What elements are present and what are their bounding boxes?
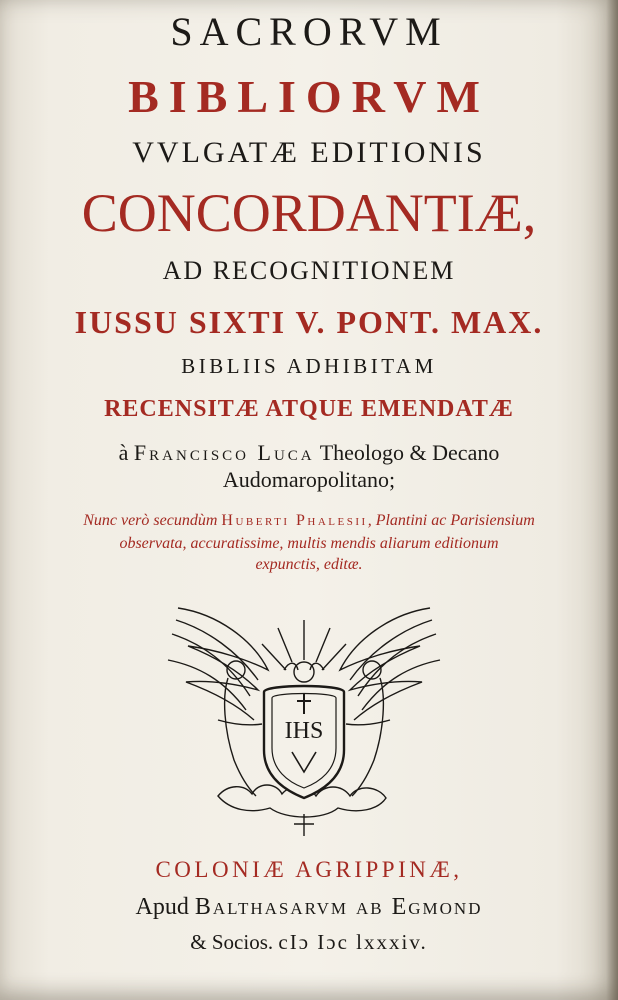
printers-device-emblem	[158, 600, 450, 838]
note-prefix: Nunc verò secundùm	[83, 512, 222, 529]
author-line-2: Audomaropolitano;	[222, 467, 396, 492]
imprint-city: COLONIÆ AGRIPPINÆ,	[155, 857, 463, 882]
note-line-2: observata, accuratissime, multis mendis aliarum editionum	[119, 535, 499, 552]
author-prefix: à	[118, 440, 134, 465]
title-line-ad-recognitionem: AD RECOGNITIONEM	[162, 256, 456, 285]
note-line-1	[0, 513, 618, 529]
title-line-bibliorum: BIBLIORVM	[128, 71, 490, 122]
note-suffix: , Plantini ac Parisiensium	[367, 512, 535, 529]
imprint-printer-line	[0, 895, 618, 919]
title-line-vulgatae: VVLGATÆ EDITIONIS	[132, 136, 486, 169]
imprint-apud: Apud	[135, 894, 195, 920]
author-line	[0, 442, 618, 464]
imprint-socios: & Socios.	[190, 930, 279, 954]
author-title: Theologo & Decano	[314, 440, 500, 465]
title-line-bibliis: BIBLIIS ADHIBITAM	[181, 354, 437, 378]
title-line-iussu-sixti: IUSSU SIXTI V. PONT. MAX.	[74, 304, 544, 340]
title-line-concordantiae: CONCORDANTIÆ,	[81, 183, 537, 243]
imprint-year-line	[0, 932, 618, 953]
imprint-printer: Balthasarvm ab Egmond	[194, 894, 483, 920]
ihs-monogram: IHS	[284, 718, 324, 744]
note-line-3: expunctis, editæ.	[255, 556, 363, 573]
title-line-sacrorum: SACRORVM	[170, 9, 448, 54]
author-name: Francisco Luca	[133, 440, 315, 465]
title-line-recensitae: RECENSITÆ ATQUE EMENDATÆ	[104, 396, 514, 422]
imprint-year: cIɔ Iɔc lxxxiv.	[278, 930, 428, 954]
note-name: Huberti Phalesii	[221, 512, 368, 529]
